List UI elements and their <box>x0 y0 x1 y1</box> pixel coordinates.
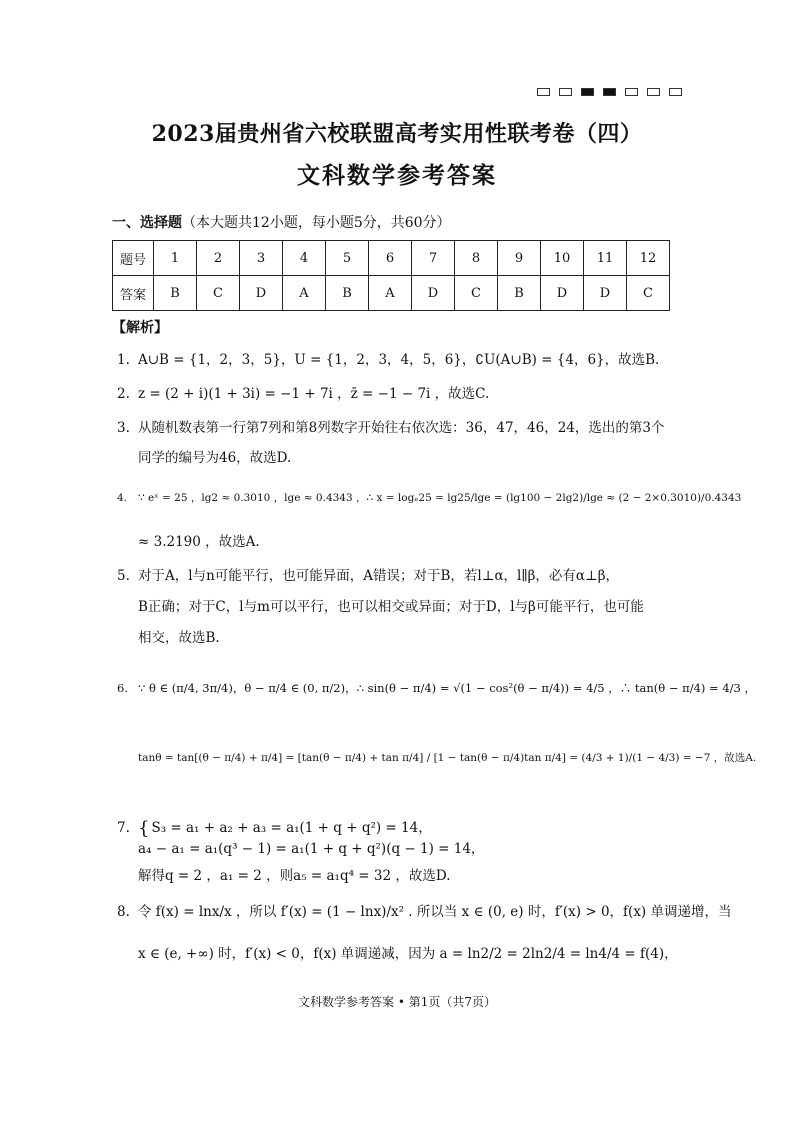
solution-line: 解得q = 2 ，a₁ = 2 ，则a₅ = a₁q⁴ = 32 ，故选D. <box>138 868 451 884</box>
row-label: 题号 <box>113 241 154 276</box>
answer-cell: B <box>498 276 541 311</box>
brace-glyph: { <box>138 818 150 839</box>
solution-3 <box>117 414 664 443</box>
answer-cell: C <box>197 276 240 311</box>
solution-number: 7. <box>117 820 130 836</box>
solution-6 <box>117 674 756 703</box>
header-mark <box>581 88 594 96</box>
solution-number: 2. <box>117 386 130 402</box>
question-number-row <box>113 241 670 276</box>
header-mark <box>603 88 616 96</box>
solution-number: 4. <box>117 492 128 504</box>
solution-number: 5. <box>117 568 130 584</box>
answer-row <box>113 276 670 311</box>
row-label: 答案 <box>113 276 154 311</box>
question-number: 4 <box>283 241 326 276</box>
solution-1 <box>117 346 659 375</box>
solution-line: B正确；对于C，l与m可以平行，也可以相交或异面；对于D，l与β可能平行，也可能 <box>138 599 644 615</box>
answer-cell: B <box>154 276 197 311</box>
solution-2 <box>117 380 489 409</box>
analysis-label: 【解析】 <box>112 320 168 336</box>
solution-line: 令 f(x) = lnx/x ，所以 f′(x) = (1 − lnx)/x² . 所以当 x ∈ (0, e) 时，f′(x) > 0，f(x) 单调递增，当 <box>138 904 732 920</box>
solution-number: 6. <box>117 681 128 695</box>
solution-line: ≈ 3.2190 ，故选A. <box>138 534 260 550</box>
answer-cell: C <box>627 276 670 311</box>
header-mark <box>669 88 682 96</box>
question-number: 5 <box>326 241 369 276</box>
header-marks <box>537 88 682 96</box>
header-mark <box>625 88 638 96</box>
question-number: 9 <box>498 241 541 276</box>
solution-number: 8. <box>117 904 130 920</box>
question-number: 8 <box>455 241 498 276</box>
answer-cell: A <box>283 276 326 311</box>
document-subtitle: 文科数学参考答案 <box>297 162 497 189</box>
question-number: 3 <box>240 241 283 276</box>
document-title: 2023届贵州省六校联盟高考实用性联考卷（四） <box>151 121 643 147</box>
solution-number: 1. <box>117 352 130 368</box>
answer-cell: D <box>412 276 455 311</box>
solution-4 <box>117 484 741 513</box>
question-number: 10 <box>541 241 584 276</box>
question-number: 1 <box>154 241 197 276</box>
solution-line: ∵ eˣ = 25 ，lg2 ≈ 0.3010 ，lge ≈ 0.4343 ，∴ x = logₑ25 = lg25/lge = (lg100 − 2lg2)/lge ≈ (2 − 2×0.3010)/0.4343 <box>138 492 742 504</box>
question-number: 7 <box>412 241 455 276</box>
solution-line: z = (2 + i)(1 + 3i) = −1 + 7i ，z̄ = −1 − 7i ，故选C. <box>138 386 490 402</box>
solution-5 <box>117 562 619 591</box>
solution-line: S₃ = a₁ + a₂ + a₃ = a₁(1 + q + q²) = 14， <box>151 820 432 836</box>
solution-number: 3. <box>117 420 130 436</box>
page-footer: 文科数学参考答案 • 第1页（共7页） <box>298 995 496 1009</box>
solution-line: 相交，故选B. <box>138 630 220 646</box>
answer-cell: D <box>541 276 584 311</box>
answer-cell: B <box>326 276 369 311</box>
solution-line: a₄ − a₁ = a₁(q³ − 1) = a₁(1 + q + q²)(q − 1) = 14， <box>138 841 485 857</box>
section-note: （本大题共12小题，每小题5分，共60分） <box>182 215 451 231</box>
section-heading <box>112 212 451 232</box>
answer-cell: A <box>369 276 412 311</box>
question-number: 2 <box>197 241 240 276</box>
header-mark <box>647 88 660 96</box>
solution-line: x ∈ (e, +∞) 时，f′(x) < 0，f(x) 单调递减，因为 a = ln2/2 = 2ln2/4 = ln4/4 = f(4)， <box>138 946 678 962</box>
solution-line: ∵ θ ∈ (π/4, 3π/4)，θ − π/4 ∈ (0, π/2)，∴ sin(θ − π/4) = √(1 − cos²(θ − π/4)) = 4/5 ，∴ tan(θ − π/4) = 4/3 ， <box>138 681 756 695</box>
solution-line: 对于A，l与n可能平行，也可能异面，A错误；对于B，若l⊥α，l∥β，必有α⊥β， <box>138 568 620 584</box>
section-title: 一、选择题 <box>112 215 182 231</box>
header-mark <box>537 88 550 96</box>
answer-cell: D <box>240 276 283 311</box>
solution-line: tanθ = tan[(θ − π/4) + π/4] = [tan(θ − π/4) + tan π/4] / [1 − tan(θ − π/4)tan π/4] = (4/3 + 1)/(1 − 4/3) = −7 ，故选A. <box>138 752 757 764</box>
header-mark <box>559 88 572 96</box>
answer-table <box>112 240 670 311</box>
question-number: 11 <box>584 241 627 276</box>
question-number: 6 <box>369 241 412 276</box>
solution-line: 从随机数表第一行第7列和第8列数字开始往右依次选：36，47，46，24，选出的第3个 <box>138 420 665 436</box>
answer-cell: C <box>455 276 498 311</box>
solution-line: A∪B = {1，2，3，5}，U = {1，2，3，4，5，6}，∁U(A∪B) = {4，6}，故选B. <box>138 352 660 368</box>
solution-line: 同学的编号为46，故选D. <box>138 450 292 466</box>
answer-cell: D <box>584 276 627 311</box>
solution-8 <box>117 898 732 927</box>
question-number: 12 <box>627 241 670 276</box>
